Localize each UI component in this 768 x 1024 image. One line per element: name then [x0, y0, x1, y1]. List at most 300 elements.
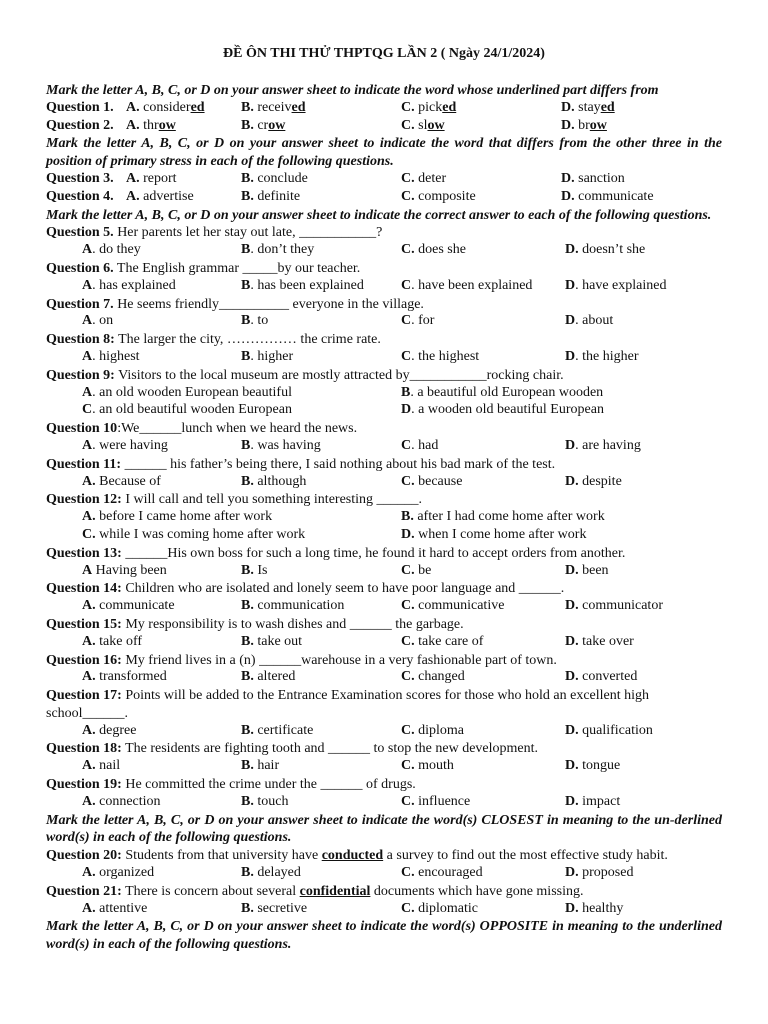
option-letter: B. [241, 170, 254, 186]
answer-option [241, 598, 344, 614]
answer-option [565, 563, 609, 579]
option-text: transformed [95, 669, 167, 685]
answer-option [565, 278, 666, 294]
answer-option [401, 527, 586, 543]
option-letter: A. [126, 117, 140, 133]
option-letter: B [241, 242, 251, 258]
option-letter: A. [82, 509, 96, 525]
option-letter: B. [241, 793, 254, 809]
answer-option [401, 242, 466, 258]
answer-option [401, 669, 465, 685]
answer-option [82, 438, 168, 454]
answer-option [241, 758, 279, 774]
answer-option [565, 242, 645, 258]
option-letter: C. [401, 117, 415, 133]
option-word-part: receiv [257, 99, 292, 115]
option-letter: A. [82, 865, 96, 881]
option-text: tongue [578, 758, 621, 774]
answer-option [241, 189, 300, 205]
option-text: . was having [250, 437, 321, 453]
option-letter: A. [126, 188, 140, 204]
option-text: . a wooden old beautiful European [411, 402, 604, 418]
option-letter: C. [401, 793, 415, 809]
option-text: degree [95, 722, 137, 738]
question-label: Question 14: [46, 581, 122, 597]
stem-text: Points will be added to the Entrance Examination scores for those who hold an excellent high school______. [46, 688, 650, 721]
question-label: Question 1. [46, 99, 114, 115]
answer-option [401, 349, 479, 365]
option-letter: B. [241, 865, 254, 881]
question-stem [46, 224, 722, 242]
option-letter: A [82, 277, 93, 293]
answer-option [82, 669, 167, 685]
answer-option [401, 509, 605, 525]
option-text: . has been explained [250, 277, 364, 293]
answer-option [401, 563, 431, 579]
answer-option [126, 171, 177, 187]
option-letter: B. [241, 633, 254, 649]
option-letter: C. [401, 473, 415, 489]
answer-option [401, 313, 434, 329]
option-letter: D. [565, 598, 579, 614]
answer-option [561, 189, 654, 205]
option-letter: A. [82, 758, 96, 774]
question-stem [46, 331, 722, 349]
option-word-part: sl [418, 117, 428, 133]
answer-option [401, 901, 478, 917]
question-stem [46, 456, 722, 474]
answer-option [401, 723, 464, 739]
option-text: . the higher [575, 348, 639, 364]
option-text: converted [578, 669, 638, 685]
option-text: after I had come home after work [413, 509, 605, 525]
options-row [46, 758, 722, 776]
option-letter: A. [82, 722, 96, 738]
option-text: nail [95, 758, 121, 774]
answer-option [241, 349, 293, 365]
option-letter: B. [241, 473, 254, 489]
option-letter: A [82, 313, 93, 329]
answer-option [82, 634, 142, 650]
option-text: Because of [95, 473, 161, 489]
option-letter: B [241, 437, 251, 453]
option-text: sanction [578, 170, 625, 186]
options-row [46, 527, 722, 545]
option-text: report [143, 170, 177, 186]
question-label: Question 8: [46, 332, 115, 348]
answer-option [565, 598, 663, 614]
question-stem [46, 740, 722, 758]
option-letter: D [565, 277, 576, 293]
option-letter: C. [401, 242, 415, 258]
option-text: communication [253, 598, 345, 614]
option-text: . the highest [411, 348, 480, 364]
answer-option [241, 634, 302, 650]
option-text: diploma [414, 722, 465, 738]
options-row [46, 563, 722, 581]
answer-option [565, 758, 620, 774]
stem-text: Students from that university have [121, 848, 322, 864]
exam-content [46, 82, 722, 954]
option-text: healthy [578, 900, 624, 916]
option-letter: C. [401, 633, 415, 649]
option-text: . to [250, 313, 269, 329]
answer-option [565, 438, 641, 454]
option-underlined-part: ow [158, 117, 176, 133]
option-letter: C. [401, 598, 415, 614]
stem-text: a survey to find out the most effective study habit. [383, 848, 668, 864]
option-letter: D. [565, 669, 579, 685]
option-letter: B. [241, 99, 254, 115]
option-letter: D [565, 313, 576, 329]
answer-option [82, 527, 305, 543]
option-letter: D. [565, 722, 579, 738]
option-letter: C. [401, 900, 415, 916]
option-letter: D. [401, 526, 415, 542]
question-stem [46, 580, 722, 598]
answer-option [82, 242, 141, 258]
option-text: communicator [578, 598, 663, 614]
question-label: Question 20: [46, 848, 122, 864]
question-stem [46, 847, 722, 865]
option-letter: D. [561, 170, 575, 186]
option-text: although [253, 473, 307, 489]
answer-option [241, 901, 307, 917]
answer-option [241, 242, 314, 258]
answer-option [401, 474, 462, 490]
option-text: . had [411, 437, 439, 453]
option-letter: B [241, 313, 251, 329]
stem-text: I will call and tell you something interesting ______. [121, 492, 423, 508]
question-label: Question 3. [46, 170, 114, 186]
answer-option [241, 865, 301, 881]
answer-option [565, 669, 637, 685]
question-label: Question 10 [46, 421, 118, 437]
option-text: Is [253, 562, 268, 578]
answer-option [241, 313, 268, 329]
question-label: Question 15: [46, 616, 122, 632]
stem-underlined-word: confidential [299, 883, 371, 899]
question-stem [46, 776, 722, 794]
answer-option [401, 438, 438, 454]
option-text: take care of [414, 633, 484, 649]
option-text: . about [575, 313, 614, 329]
section-instruction: Mark the letter A, B, C, or D on your answer sheet to indicate the word(s) OPPOSITE in meaning to the underlined word(s) in each of the following questions. [46, 919, 722, 953]
option-letter: A. [82, 669, 96, 685]
options-row [46, 634, 722, 652]
option-underlined-part: ed [442, 99, 457, 115]
option-text: . have explained [575, 277, 667, 293]
answer-option [241, 669, 295, 685]
option-letter: C. [401, 865, 415, 881]
option-text: . are having [575, 437, 641, 453]
question-row [46, 189, 722, 207]
question-stem [46, 545, 722, 563]
option-underlined-part: ed [600, 99, 615, 115]
option-letter: C [401, 313, 412, 329]
answer-option [565, 865, 633, 881]
answer-option [126, 189, 194, 205]
question-label: Question 11: [46, 456, 122, 472]
option-letter: A. [126, 99, 140, 115]
option-text: . do they [92, 242, 141, 258]
option-letter: C. [401, 722, 415, 738]
option-text: advertise [143, 188, 194, 204]
option-letter: C. [82, 526, 96, 542]
question-label: Question 16: [46, 652, 122, 668]
option-text: be [414, 562, 432, 578]
option-letter: A [82, 562, 93, 578]
answer-option [565, 474, 622, 490]
option-word-part: pick [418, 99, 443, 115]
question-label: Question 9: [46, 367, 115, 383]
question-stem [46, 616, 722, 634]
answer-option [126, 118, 176, 134]
option-text: touch [253, 793, 289, 809]
stem-text: My responsibility is to wash dishes and ______ the garbage. [121, 616, 464, 632]
question-label: Question 19: [46, 777, 122, 793]
stem-underlined-word: conducted [321, 848, 384, 864]
option-text: take out [253, 633, 303, 649]
answer-option [401, 189, 476, 205]
answer-option [401, 278, 532, 294]
question-label: Question 13: [46, 545, 122, 561]
answer-option [241, 794, 288, 810]
option-letter: C. [401, 170, 415, 186]
answer-option [565, 723, 653, 739]
option-letter: A. [126, 170, 140, 186]
option-letter: D. [565, 562, 579, 578]
option-letter: D. [565, 242, 579, 258]
answer-option [561, 118, 607, 134]
options-row [46, 278, 722, 296]
options-row [46, 313, 722, 331]
option-text: altered [253, 669, 296, 685]
options-row [46, 901, 722, 919]
answer-option [401, 402, 604, 418]
stem-text: He seems friendly__________ everyone in the village. [113, 296, 424, 312]
question-label: Question 4. [46, 188, 114, 204]
option-text: delayed [253, 865, 301, 881]
options-row [46, 598, 722, 616]
option-underlined-part: ed [291, 99, 306, 115]
option-text: while I was coming home after work [95, 526, 306, 542]
option-letter: B. [241, 117, 254, 133]
option-text: changed [414, 669, 465, 685]
option-underlined-part: ed [190, 99, 205, 115]
stem-text: ______ his father’s being there, I said nothing about his bad mark of the test. [121, 456, 556, 472]
stem-text: Her parents let her stay out late, ___________? [113, 225, 383, 241]
option-underlined-part: ow [589, 117, 607, 133]
option-text: . an old wooden European beautiful [92, 384, 292, 400]
answer-option [565, 313, 613, 329]
option-letter: A [82, 437, 93, 453]
option-text: . highest [92, 348, 140, 364]
option-text: . on [92, 313, 114, 329]
answer-option [241, 278, 364, 294]
options-row [46, 669, 722, 687]
options-row [46, 474, 722, 492]
answer-option [401, 171, 446, 187]
question-label: Question 6. [46, 260, 114, 276]
option-word-part: cr [257, 117, 269, 133]
option-text: secretive [253, 900, 308, 916]
question-label: Question 2. [46, 117, 114, 133]
option-letter: D. [561, 117, 575, 133]
answer-option [401, 118, 445, 134]
answer-option [401, 598, 504, 614]
option-text: take off [95, 633, 143, 649]
option-text: impact [578, 793, 621, 809]
answer-option [241, 118, 285, 134]
options-row [46, 242, 722, 260]
stem-text: He committed the crime under the ______ of drugs. [121, 777, 416, 793]
question-stem [46, 296, 722, 314]
options-row [46, 438, 722, 456]
option-text: because [414, 473, 463, 489]
answer-option [401, 758, 454, 774]
answer-option [82, 598, 175, 614]
option-text: before I came home after work [95, 509, 273, 525]
answer-option [401, 385, 603, 401]
answer-option [561, 171, 625, 187]
option-text: definite [257, 188, 301, 204]
question-label: Question 7. [46, 296, 114, 312]
stem-text: :We______lunch when we heard the news. [117, 421, 358, 437]
answer-option [126, 100, 205, 116]
answer-option [82, 349, 140, 365]
answer-option [82, 474, 161, 490]
section-instruction: Mark the letter A, B, C, or D on your answer sheet to indicate the word(s) CLOSEST in meaning to the un-derlined word(s) in each of the following questions. [46, 812, 722, 846]
option-letter: B. [241, 188, 254, 204]
stem-text: There is concern about several [121, 883, 300, 899]
answer-option [401, 794, 470, 810]
options-row [46, 509, 722, 527]
options-row [46, 385, 722, 403]
option-text: communicate [578, 188, 654, 204]
option-letter: B [241, 277, 251, 293]
option-letter: D. [565, 473, 579, 489]
option-text: influence [414, 793, 471, 809]
option-underlined-part: ow [268, 117, 286, 133]
option-text: connection [95, 793, 161, 809]
stem-text: Children who are isolated and lonely seem to have poor language and ______. [121, 581, 565, 597]
question-stem [46, 420, 722, 438]
option-text: been [578, 562, 609, 578]
answer-option [241, 171, 308, 187]
option-text: when I come home after work [414, 526, 587, 542]
option-text: . have been explained [411, 277, 533, 293]
option-text: qualification [578, 722, 653, 738]
answer-option [82, 563, 167, 579]
option-text: diplomatic [414, 900, 479, 916]
option-word-part: thr [143, 117, 159, 133]
option-text: . were having [92, 437, 168, 453]
option-letter: D [565, 437, 576, 453]
option-text: deter [418, 170, 447, 186]
option-letter: D. [565, 900, 579, 916]
option-word-part: br [578, 117, 590, 133]
option-letter: A. [82, 900, 96, 916]
option-letter: A. [82, 598, 96, 614]
option-text: . higher [250, 348, 294, 364]
answer-option [82, 313, 113, 329]
option-letter: A [82, 242, 93, 258]
option-letter: D [401, 402, 412, 418]
answer-option [561, 100, 615, 116]
answer-option [82, 723, 136, 739]
question-label: Question 21: [46, 883, 122, 899]
question-stem [46, 687, 722, 723]
answer-option [565, 901, 623, 917]
option-letter: C. [401, 99, 415, 115]
option-text: take over [578, 633, 634, 649]
stem-text: The English grammar _____by our teacher. [113, 260, 361, 276]
option-text: certificate [253, 722, 314, 738]
option-letter: C. [401, 758, 415, 774]
option-text: despite [578, 473, 622, 489]
option-letter: A [82, 348, 93, 364]
answer-option [241, 474, 306, 490]
option-text: . for [411, 313, 435, 329]
option-letter: D. [561, 99, 575, 115]
question-stem [46, 491, 722, 509]
answer-option [565, 349, 639, 365]
options-row [46, 402, 722, 420]
option-letter: D. [561, 188, 575, 204]
answer-option [401, 100, 456, 116]
section-instruction: Mark the letter A, B, C, or D on your answer sheet to indicate the word that differs from the other three in the position of primary stress in each of the following questions. [46, 136, 722, 170]
option-letter: B. [241, 758, 254, 774]
options-row [46, 865, 722, 883]
answer-option [82, 901, 147, 917]
stem-text: My friend lives in a (n) ______warehouse in a very fashionable part of town. [121, 652, 557, 668]
question-row [46, 100, 722, 118]
question-label: Question 18: [46, 741, 122, 757]
option-letter: C [401, 348, 412, 364]
option-letter: B. [401, 509, 414, 525]
option-text: conclude [257, 170, 308, 186]
stem-text: Visitors to the local museum are mostly attracted by___________rocking chair. [114, 367, 564, 383]
options-row [46, 794, 722, 812]
stem-text: ______His own boss for such a long time, he found it hard to accept orders from another. [121, 545, 626, 561]
question-stem [46, 883, 722, 901]
question-stem [46, 260, 722, 278]
option-letter: A. [82, 793, 96, 809]
answer-option [82, 402, 292, 418]
options-row [46, 723, 722, 741]
option-text: attentive [95, 900, 148, 916]
option-text: doesn’t she [578, 242, 646, 258]
option-text: encouraged [414, 865, 483, 881]
option-letter: B. [241, 900, 254, 916]
option-text: communicate [95, 598, 175, 614]
option-letter: A. [82, 633, 96, 649]
section-instruction: Mark the letter A, B, C, or D on your answer sheet to indicate the word whose underlined part differs from [46, 83, 659, 98]
answer-option [82, 865, 154, 881]
option-letter: B [401, 384, 411, 400]
option-text: communicative [414, 598, 505, 614]
option-letter: D. [565, 633, 579, 649]
option-text: proposed [578, 865, 634, 881]
answer-option [82, 794, 161, 810]
answer-option [565, 794, 620, 810]
answer-option [82, 385, 292, 401]
answer-option [241, 563, 267, 579]
option-letter: C [82, 402, 93, 418]
option-letter: C [401, 277, 412, 293]
option-text: does she [414, 242, 466, 258]
